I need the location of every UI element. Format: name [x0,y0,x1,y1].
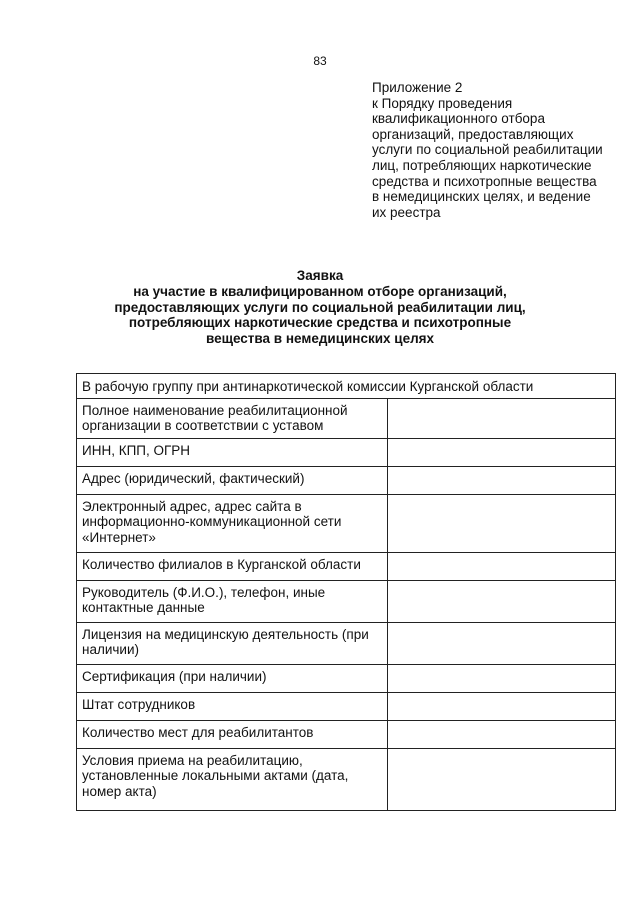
form-row [77,664,616,692]
label-line: Руководитель (Ф.И.О.), телефон, иные [82,584,326,600]
form-row-value[interactable] [387,552,615,580]
form-row-value[interactable] [387,692,615,720]
appendix-line: лиц, потребляющих наркотические [372,157,592,173]
form-row-label [77,494,388,552]
label-line: «Интернет» [82,529,156,545]
appendix-line: квалификационного отбора [372,111,545,127]
form-row [77,748,616,810]
appendix-line: организаций, предоставляющих [372,126,574,142]
label-line: организации в соответствии с уставом [82,418,324,434]
form-row [77,398,616,438]
label-line: номер акта) [82,783,157,799]
label-line: Количество филиалов в Курганской области [82,556,361,572]
form-header-cell: В рабочую группу при антинаркотической комиссии Курганской области [77,374,616,399]
label-line: контактные данные [82,600,205,616]
form-row-label [77,664,388,692]
form-row [77,438,616,466]
form-row [77,622,616,664]
form-row-label [77,580,388,622]
form-row-label [77,622,388,664]
label-line: Сертификация (при наличии) [82,668,267,684]
appendix-line: в немедицинских целях, и ведение [372,189,591,205]
title-line: потребляющих наркотические средства и психотропные [128,315,512,331]
label-line: информационно-коммуникационной сети [82,514,342,530]
page-number: 83 [313,54,327,68]
title-line: на участие в квалифицированном отборе организаций, [133,283,507,299]
form-row-label [77,692,388,720]
form-row-label [77,720,388,748]
label-line: Количество мест для реабилитантов [82,724,314,740]
label-line: наличии) [82,642,139,658]
label-line: установленные локальными актами (дата, [82,768,349,784]
form-row-label [77,552,388,580]
label-line: Полное наименование реабилитационной [82,402,348,418]
appendix-note [372,80,632,220]
title-heading: Заявка [296,268,344,283]
form-row-value[interactable] [387,398,615,438]
appendix-line: их реестра [372,204,441,220]
form-row [77,580,616,622]
form-row-value[interactable] [387,664,615,692]
form-row-label [77,438,388,466]
label-line: Адрес (юридический, фактический) [82,470,305,486]
form-header-row [77,374,616,399]
title-line: предоставляющих услуги по социальной реабилитации лиц, [114,299,526,315]
form-row [77,720,616,748]
form-row-value[interactable] [387,720,615,748]
form-row-value[interactable] [387,494,615,552]
form-row-value[interactable] [387,438,615,466]
label-line: Условия приема на реабилитацию, [82,752,303,768]
form-row [77,466,616,494]
label-line: ИНН, КПП, ОГРН [82,442,191,458]
form-row-value[interactable] [387,622,615,664]
form-row-label [77,466,388,494]
title-line: вещества в немедицинских целях [205,331,435,347]
form-row-value[interactable] [387,748,615,810]
form-row-value[interactable] [387,466,615,494]
appendix-line: услуги по социальной реабилитации [372,142,603,158]
form-row [77,494,616,552]
form-row [77,692,616,720]
form-row [77,552,616,580]
form-row-value[interactable] [387,580,615,622]
appendix-line: к Порядку проведения [372,95,513,111]
appendix-line: Приложение 2 [372,80,463,95]
document-title [0,268,640,347]
label-line: Штат сотрудников [82,696,196,712]
application-form-table [76,373,616,811]
appendix-line: средства и психотропные вещества [372,173,597,189]
label-line: Лицензия на медицинскую деятельность (при [82,626,369,642]
form-row-label [77,398,388,438]
form-row-label [77,748,388,810]
label-line: Электронный адрес, адрес сайта в [82,498,302,514]
